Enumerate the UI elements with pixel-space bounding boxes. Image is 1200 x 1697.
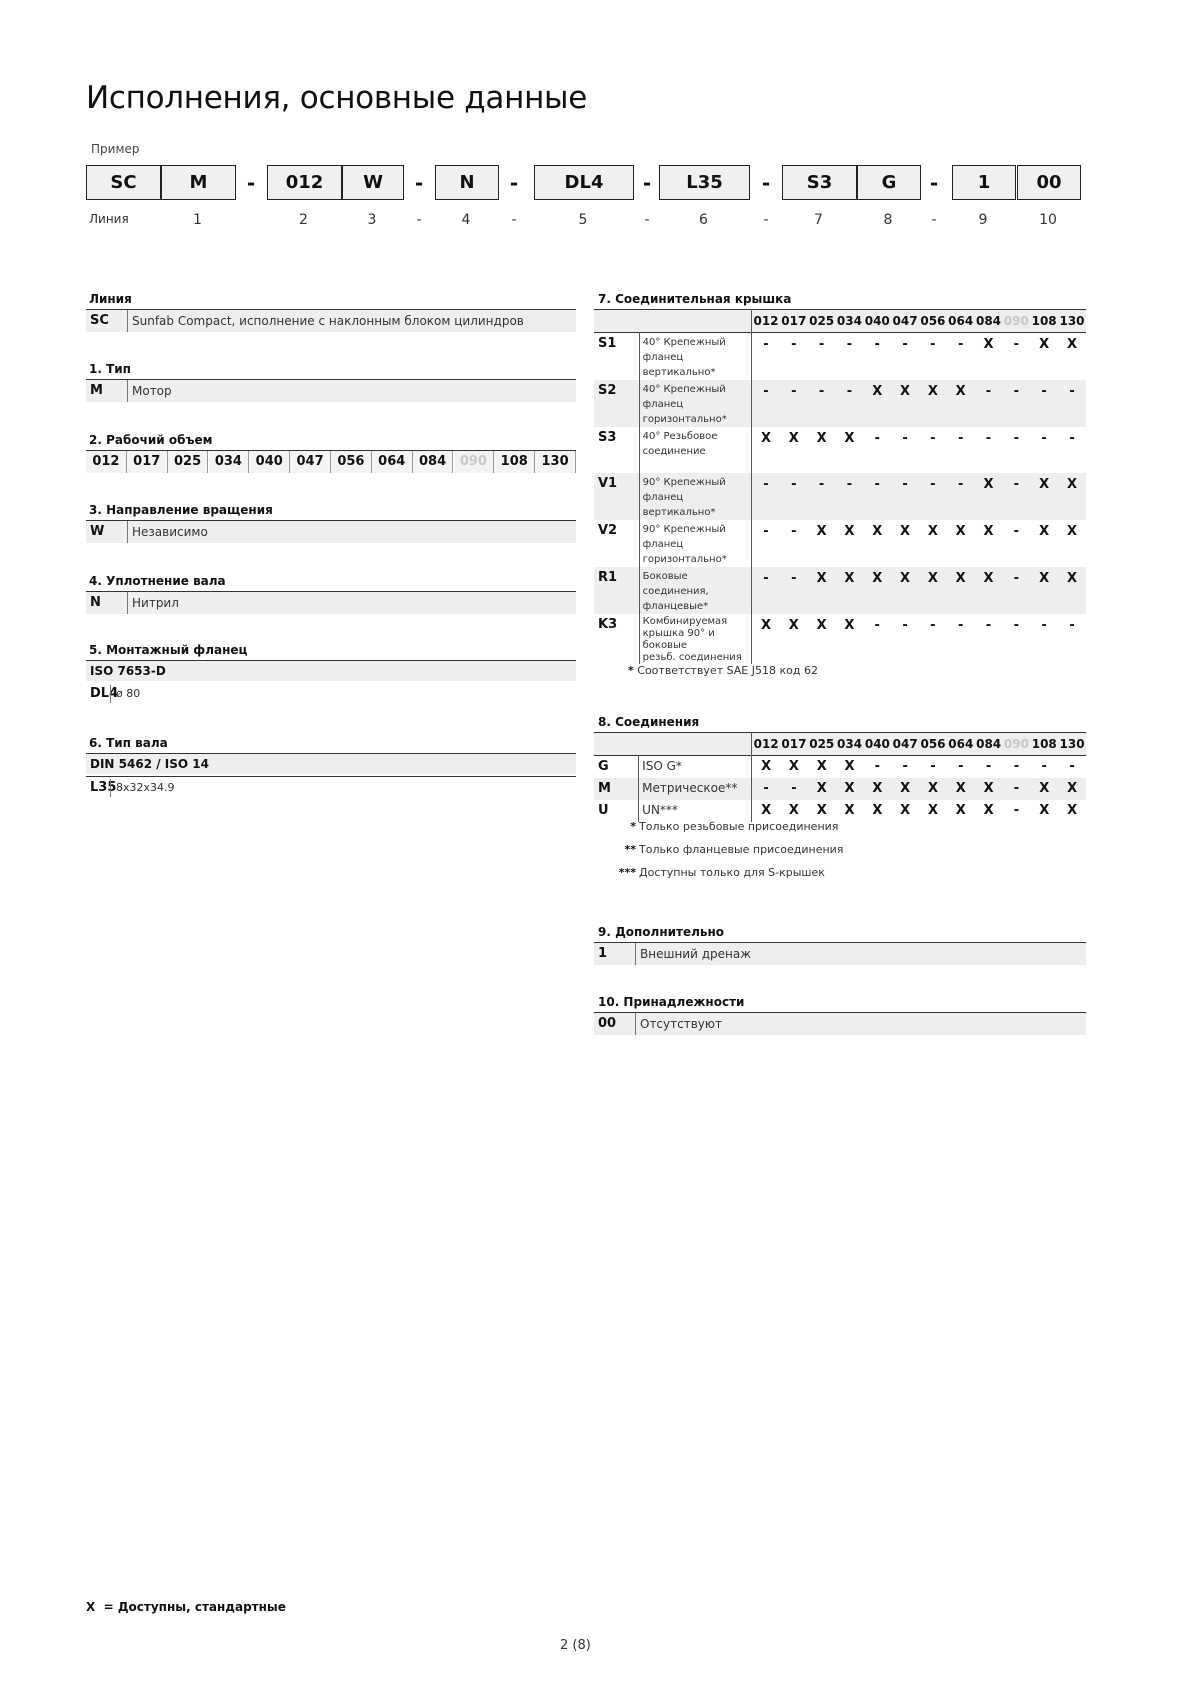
row-desc: 40° Крепежный фланец вертикально* <box>639 333 751 381</box>
table-row <box>594 567 1086 614</box>
availability-cell: X <box>836 778 864 800</box>
availability-cell: X <box>760 618 772 633</box>
row-desc: Боковые соединения, фланцевые* <box>639 567 751 614</box>
seal-row <box>86 591 576 614</box>
availability-cell: - <box>919 473 947 520</box>
availability-cell: X <box>1030 567 1058 614</box>
availability-cell: X <box>900 524 911 539</box>
position-dash: - <box>416 212 422 228</box>
column-header: 056 <box>920 314 946 328</box>
row-code: S3 <box>598 430 617 445</box>
availability-cell: - <box>1041 431 1047 446</box>
table-row <box>594 800 1086 822</box>
displacement-value: 064 <box>372 451 413 473</box>
availability-cell: - <box>752 567 780 614</box>
code-box-type: M <box>161 165 236 200</box>
displacement-value: 040 <box>249 451 290 473</box>
row-code: K3 <box>598 617 618 632</box>
row-code: M <box>594 778 639 800</box>
column-header: 017 <box>781 737 807 751</box>
availability-cell: X <box>761 759 772 775</box>
column-header: 012 <box>753 737 779 751</box>
availability-cell: - <box>902 759 908 775</box>
availability-cell: X <box>844 431 855 446</box>
code-box-flange: DL4 <box>534 165 634 200</box>
availability-cell: X <box>983 337 994 352</box>
availability-cell: - <box>902 337 908 352</box>
availability-cell: X <box>983 524 994 539</box>
line-row <box>86 309 576 332</box>
availability-cell: X <box>844 759 855 775</box>
availability-cell: - <box>930 618 936 633</box>
availability-cell: - <box>985 759 992 775</box>
shaft-standard: DIN 5462 / ISO 14 <box>86 753 576 774</box>
availability-cell: - <box>1002 380 1030 427</box>
availability-cell: X <box>919 567 947 614</box>
code-dash: - <box>414 171 424 195</box>
availability-cell: - <box>780 380 808 427</box>
position-number: 9 <box>978 212 988 228</box>
availability-cell: X <box>1067 803 1078 818</box>
position-dash: - <box>644 212 650 228</box>
availability-cell: X <box>788 803 799 818</box>
position-label-line: Линия <box>89 212 129 226</box>
footnote-mark: * <box>628 664 634 677</box>
availability-cell: - <box>957 618 964 633</box>
column-header: 084 <box>975 314 1002 328</box>
availability-cell: - <box>836 380 864 427</box>
availability-cell: - <box>930 337 936 352</box>
connections-footnote: * Только резьбовые присоединения <box>630 820 839 833</box>
row-code: S1 <box>598 336 617 351</box>
availability-cell: X <box>975 567 1003 614</box>
availability-cell: - <box>1013 618 1020 633</box>
table-row <box>594 756 1086 778</box>
column-header: 064 <box>948 314 974 328</box>
section-heading-seal: 4. Уплотнение вала <box>89 574 226 588</box>
row-code: V1 <box>594 473 639 520</box>
code-dash: - <box>761 171 771 195</box>
section-heading-line: Линия <box>89 292 132 306</box>
column-header: 040 <box>864 737 890 751</box>
section-heading-end-cap: 7. Соединительная крышка <box>598 292 792 306</box>
code-dash: - <box>246 171 256 195</box>
row-desc: Комбинируемая крышка 90° и боковые резьб. соединения <box>639 614 751 664</box>
optional-desc: Внешний дренаж <box>635 943 751 965</box>
position-number: 6 <box>699 212 708 228</box>
code-box-line: SC <box>86 165 161 200</box>
row-code: S2 <box>594 380 639 427</box>
availability-cell: X <box>816 431 827 446</box>
column-header: 130 <box>1059 737 1085 751</box>
footnote-text: Соответствует SAE J518 код 62 <box>637 664 818 677</box>
displacement-value: 017 <box>127 451 168 473</box>
code-box-optional: 1 <box>952 165 1016 200</box>
availability-cell: - <box>1041 759 1047 775</box>
availability-cell: X <box>1030 778 1058 800</box>
availability-cell: - <box>985 431 992 446</box>
column-header: 056 <box>920 737 946 751</box>
availability-cell: X <box>947 778 975 800</box>
availability-cell: X <box>919 380 947 427</box>
availability-cell: X <box>955 524 966 539</box>
code-box-rotation: W <box>342 165 404 200</box>
availability-cell: X <box>891 778 919 800</box>
availability-cell: - <box>763 337 769 352</box>
column-header: 040 <box>864 314 890 328</box>
availability-cell: - <box>1013 524 1020 539</box>
accessories-code: 00 <box>598 1016 617 1031</box>
seal-desc: Нитрил <box>127 592 179 614</box>
availability-cell: X <box>1030 473 1058 520</box>
position-number: 3 <box>367 212 377 228</box>
row-desc: UN*** <box>639 800 752 822</box>
table-row <box>594 520 1086 567</box>
connections-footnote: ** Только фланцевые присоединения <box>624 843 844 856</box>
availability-cell: - <box>947 473 975 520</box>
availability-cell: - <box>1013 431 1020 446</box>
availability-cell: X <box>1039 524 1050 539</box>
availability-cell: - <box>1058 380 1086 427</box>
displacement-value: 025 <box>168 451 209 473</box>
availability-cell: X <box>927 524 938 539</box>
optional-row <box>594 942 1086 965</box>
availability-cell: X <box>955 803 966 818</box>
availability-cell: - <box>874 431 880 446</box>
availability-cell: - <box>891 473 919 520</box>
table-row <box>594 778 1086 800</box>
availability-cell: X <box>844 618 855 633</box>
code-box-connections: G <box>857 165 921 200</box>
table-row <box>594 473 1086 520</box>
flange-desc: ø 80 <box>110 685 140 703</box>
availability-cell: X <box>863 778 891 800</box>
table-row <box>594 380 1086 427</box>
availability-cell: X <box>1058 567 1086 614</box>
availability-cell: - <box>1013 803 1020 818</box>
availability-cell: - <box>791 524 797 539</box>
flange-standard: ISO 7653-D <box>86 660 576 681</box>
availability-cell: - <box>975 380 1003 427</box>
row-desc: ISO G* <box>639 756 752 778</box>
row-desc: 40° Крепежный фланец горизонтально* <box>639 380 751 427</box>
section-heading-displacement: 2. Рабочий объем <box>89 433 213 447</box>
availability-cell: - <box>808 473 836 520</box>
availability-cell: - <box>930 431 936 446</box>
displacement-value: 108 <box>494 451 535 473</box>
section-heading-shaft: 6. Тип вала <box>89 736 168 750</box>
section-heading-type: 1. Тип <box>89 362 131 376</box>
availability-cell: X <box>816 524 827 539</box>
column-header: 130 <box>1059 314 1085 328</box>
column-header: 047 <box>892 737 918 751</box>
row-desc: 90° Крепежный фланец вертикально* <box>639 473 751 520</box>
connections-table <box>594 732 1086 822</box>
availability-cell: X <box>975 473 1003 520</box>
availability-cell: - <box>1069 431 1075 446</box>
availability-cell: X <box>900 803 911 818</box>
column-header: 084 <box>976 737 1002 751</box>
position-number: 8 <box>883 212 893 228</box>
availability-cell: X <box>816 759 827 775</box>
position-number: 4 <box>461 212 471 228</box>
availability-cell: - <box>791 337 797 352</box>
optional-code: 1 <box>598 946 608 961</box>
rotation-desc: Независимо <box>127 521 208 543</box>
availability-cell: - <box>958 759 964 775</box>
column-header: 034 <box>837 737 863 751</box>
page-title: Исполнения, основные данные <box>86 80 587 116</box>
availability-cell: X <box>1067 337 1078 352</box>
column-header: 012 <box>753 314 779 328</box>
displacement-value: 034 <box>209 451 250 473</box>
availability-cell: X <box>975 778 1003 800</box>
availability-cell: - <box>1069 618 1075 633</box>
availability-cell: X <box>1058 473 1086 520</box>
type-code: M <box>90 383 103 398</box>
code-dash: - <box>642 171 652 195</box>
rotation-row <box>86 520 576 543</box>
position-number: 10 <box>1039 212 1057 228</box>
displacement-value: 012 <box>86 451 127 473</box>
availability-cell: X <box>761 803 772 818</box>
column-header: 017 <box>781 314 807 328</box>
availability-cell: - <box>874 337 880 352</box>
availability-cell: - <box>1013 337 1020 352</box>
section-heading-rotation: 3. Направление вращения <box>89 503 273 517</box>
position-dash: - <box>931 212 937 228</box>
availability-cell: X <box>844 524 855 539</box>
availability-cell: - <box>818 337 825 352</box>
section-heading-flange: 5. Монтажный фланец <box>89 643 248 657</box>
code-box-displacement: 012 <box>267 165 342 200</box>
availability-cell: X <box>983 803 994 818</box>
row-code: G <box>598 759 609 775</box>
displacement-value: 130 <box>535 451 576 473</box>
connections-footnote: *** Доступны только для S-крышек <box>618 866 825 879</box>
code-box-seal: N <box>435 165 499 200</box>
availability-cell: X <box>808 778 836 800</box>
availability-cell: X <box>1039 803 1050 818</box>
availability-cell: - <box>1030 380 1058 427</box>
rotation-code: W <box>90 524 105 539</box>
availability-cell: - <box>1041 618 1047 633</box>
position-number: 5 <box>578 212 588 228</box>
availability-cell: X <box>816 803 827 818</box>
page-number: 2 (8) <box>560 1638 591 1653</box>
flange-row <box>86 683 576 705</box>
table-row <box>594 614 1086 664</box>
line-code: SC <box>90 313 109 328</box>
availability-cell: X <box>788 759 799 775</box>
end-cap-table <box>594 309 1086 664</box>
table-row <box>594 333 1086 381</box>
availability-cell: - <box>985 618 992 633</box>
section-heading-connections: 8. Соединения <box>598 715 700 729</box>
code-dash: - <box>509 171 519 195</box>
availability-cell: X <box>872 803 883 818</box>
column-header: 025 <box>809 314 835 328</box>
column-header: 108 <box>1031 737 1057 751</box>
availability-cell: X <box>947 380 975 427</box>
accessories-desc: Отсутствуют <box>635 1013 722 1035</box>
position-dash: - <box>763 212 769 228</box>
shaft-row <box>86 776 576 799</box>
column-header: 034 <box>836 314 862 328</box>
availability-cell: - <box>1002 473 1030 520</box>
displacement-value: 056 <box>331 451 372 473</box>
availability-cell: X <box>947 567 975 614</box>
row-code: R1 <box>594 567 639 614</box>
column-header: 025 <box>809 737 835 751</box>
displacement-value: 090 <box>454 451 495 473</box>
shaft-desc: 8x32x34.9 <box>110 779 175 797</box>
shaft-code: L35 <box>90 780 117 795</box>
position-number: 7 <box>814 212 823 228</box>
availability-cell: - <box>763 524 769 539</box>
column-header: 090 <box>1003 737 1029 751</box>
availability-cell: X <box>891 380 919 427</box>
position-number: 2 <box>299 212 308 228</box>
code-dash: - <box>929 171 939 195</box>
table-row <box>594 427 1086 473</box>
availability-cell: X <box>927 803 939 818</box>
displacement-value: 084 <box>413 451 454 473</box>
availability-cell: - <box>808 380 836 427</box>
section-heading-accessories: 10. Принадлежности <box>598 995 745 1009</box>
availability-cell: X <box>1039 337 1050 352</box>
availability-cell: - <box>752 778 780 800</box>
availability-cell: - <box>1069 759 1075 775</box>
availability-cell: X <box>788 431 799 446</box>
availability-cell: - <box>752 473 780 520</box>
availability-cell: - <box>957 431 964 446</box>
example-code-row <box>86 165 1086 202</box>
example-position-row <box>86 212 1086 232</box>
availability-cell: - <box>780 778 808 800</box>
displacement-row <box>86 450 576 473</box>
availability-cell: - <box>957 337 964 352</box>
flange-code: DL4 <box>90 686 119 701</box>
line-desc: Sunfab Compact, исполнение с наклонным блоком цилиндров <box>127 310 524 332</box>
column-header: 090 <box>1003 314 1029 328</box>
availability-cell: - <box>1003 778 1031 800</box>
column-header: 064 <box>948 737 974 751</box>
availability-cell: - <box>902 431 908 446</box>
availability-cell: X <box>844 803 855 818</box>
availability-cell: - <box>863 473 891 520</box>
availability-cell: X <box>816 618 827 633</box>
availability-cell: X <box>836 567 864 614</box>
row-desc: Метрическое** <box>639 778 752 800</box>
type-row <box>86 379 576 402</box>
section-heading-optional: 9. Дополнительно <box>598 925 725 939</box>
availability-cell: X <box>891 567 919 614</box>
row-desc: 40° Резьбовое соединение <box>639 427 751 473</box>
availability-cell: X <box>1058 778 1086 800</box>
availability-cell: - <box>780 567 808 614</box>
seal-code: N <box>90 595 101 610</box>
accessories-row <box>594 1012 1086 1035</box>
availability-cell: - <box>1002 567 1030 614</box>
displacement-value: 047 <box>290 451 331 473</box>
availability-cell: X <box>760 431 772 446</box>
availability-cell: - <box>780 473 808 520</box>
availability-cell: X <box>863 380 891 427</box>
code-box-end-cap: S3 <box>782 165 857 200</box>
availability-cell: - <box>874 618 880 633</box>
availability-cell: X <box>788 618 799 633</box>
availability-cell: - <box>836 473 864 520</box>
type-desc: Мотор <box>127 380 172 402</box>
legend: X = Доступны, стандартные <box>86 1600 286 1614</box>
availability-cell: X <box>808 567 836 614</box>
row-desc: 90° Крепежный фланец горизонтально* <box>639 520 751 567</box>
code-box-accessories: 00 <box>1017 165 1081 200</box>
availability-cell: - <box>1013 759 1020 775</box>
code-box-shaft: L35 <box>659 165 750 200</box>
availability-cell: - <box>752 380 780 427</box>
example-label: Пример <box>91 142 140 156</box>
availability-cell: X <box>1067 524 1078 539</box>
row-code: U <box>598 803 609 818</box>
position-number: 1 <box>193 212 202 228</box>
end-cap-footnote <box>628 664 818 677</box>
row-code: V2 <box>598 523 618 538</box>
availability-cell: X <box>872 524 883 539</box>
position-dash: - <box>511 212 517 228</box>
availability-cell: X <box>863 567 891 614</box>
availability-cell: - <box>930 759 936 775</box>
availability-cell: - <box>902 618 908 633</box>
column-header: 047 <box>892 314 918 328</box>
availability-cell: - <box>846 337 853 352</box>
column-header: 108 <box>1031 314 1057 328</box>
availability-cell: X <box>919 778 947 800</box>
availability-cell: - <box>874 759 881 775</box>
